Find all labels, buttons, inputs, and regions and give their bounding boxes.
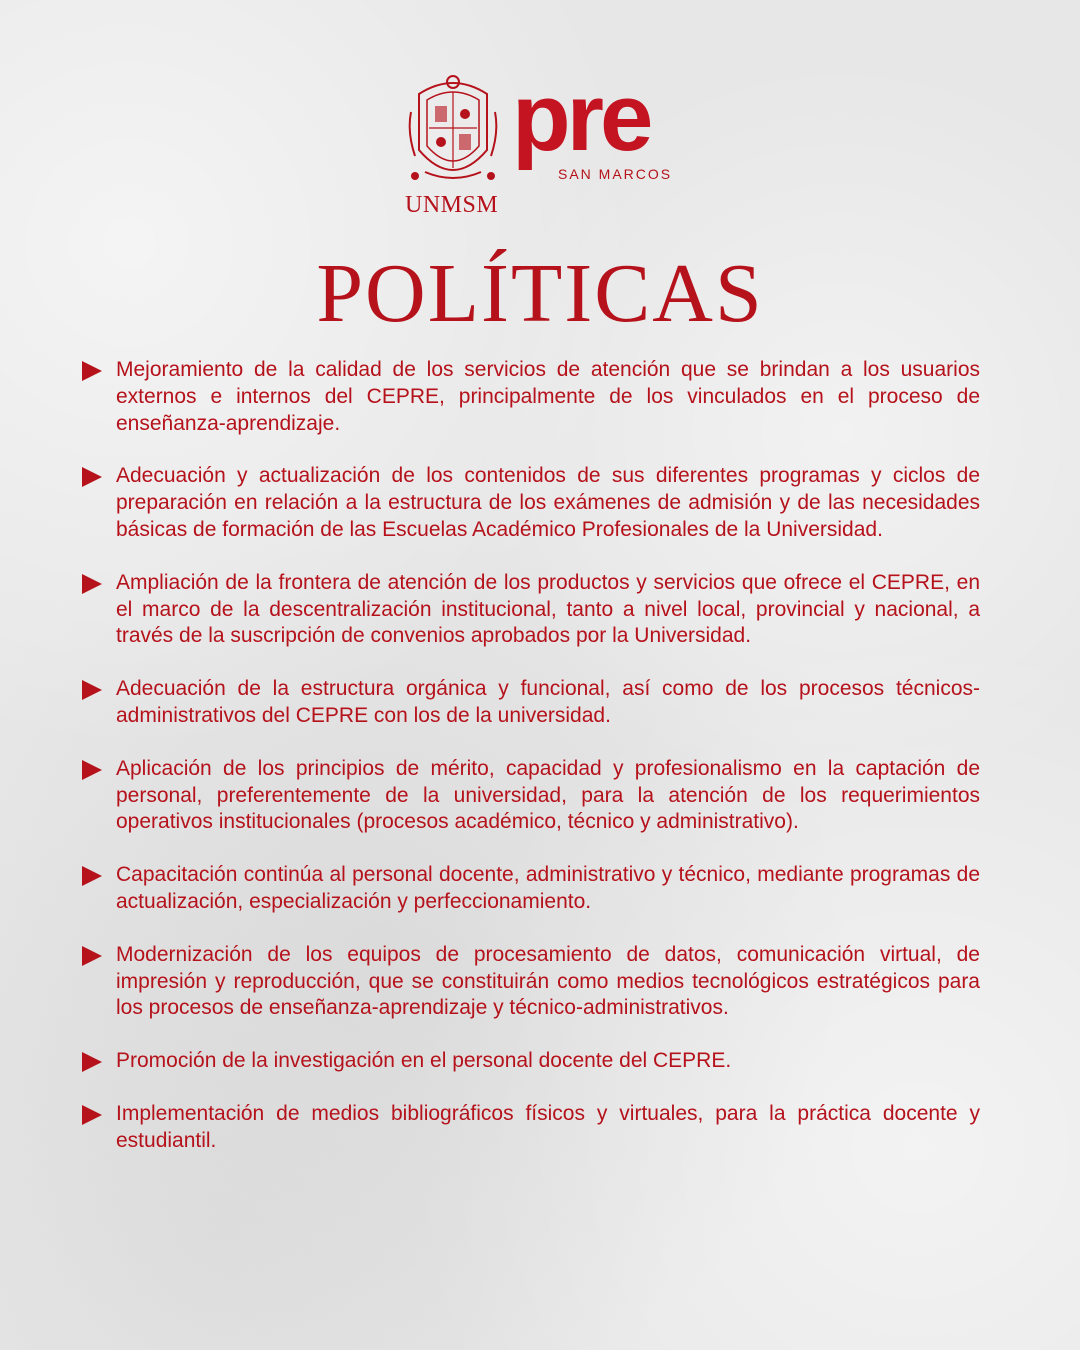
list-item-text: Ampliación de la frontera de atención de los productos y servicios que ofrece el CEPRE, en el marco de la descentralización institucional, tanto a nivel local, provincial y nacional, a través de la suscripción de convenios aprobados por la Universidad.	[116, 570, 980, 648]
list-item-text: Promoción de la investigación en el personal docente del CEPRE.	[116, 1049, 732, 1073]
list-item-text: Capacitación continúa al personal docente, administrativo y técnico, mediante programas de actualización, especialización y perfeccionamiento.	[116, 863, 980, 913]
play-arrow-icon	[82, 866, 102, 886]
play-arrow-icon	[82, 760, 102, 780]
policies-list	[80, 357, 980, 1181]
list-item	[80, 463, 980, 543]
play-arrow-icon	[82, 1052, 102, 1072]
list-item	[80, 1048, 980, 1075]
list-item-text: Adecuación y actualización de los contenidos de sus diferentes programas y ciclos de preparación en relación a la estructura de los exámenes de admisión y de las necesidades básicas de formación de las Escuelas Académico Profesionales de la Universidad.	[116, 464, 980, 541]
list-item	[80, 357, 980, 437]
list-item	[80, 570, 980, 650]
unmsm-label: UNMSM	[405, 192, 499, 218]
play-arrow-icon	[82, 1105, 102, 1125]
list-item	[80, 1101, 980, 1155]
play-arrow-icon	[82, 361, 102, 381]
play-arrow-icon	[82, 946, 102, 966]
list-item	[80, 756, 980, 836]
play-arrow-icon	[82, 574, 102, 594]
pre-logo-word: pre	[512, 64, 650, 171]
list-item-text: Implementación de medios bibliográficos físicos y virtuales, para la práctica docente y estudiantil.	[116, 1101, 980, 1152]
list-item	[80, 942, 980, 1022]
list-item-text: Mejoramiento de la calidad de los servicios de atención que se brindan a los usuarios externos e internos del CEPRE, principalmente de los vinculados en el proceso de enseñanza-aprendizaje.	[116, 358, 980, 435]
unmsm-seal-icon	[405, 72, 501, 192]
list-item	[80, 862, 980, 916]
list-item-text: Adecuación de la estructura orgánica y funcional, así como de los procesos técnicos-administrativos del CEPRE con los de la universidad.	[116, 677, 980, 727]
list-item-text: Aplicación de los principios de mérito, capacidad y profesionalismo en la captación de personal, preferentemente de la universidad, para la atención de los requerimientos operativos institucionales (procesos académico, técnico y administrativo).	[116, 756, 980, 834]
page-title: POLÍTICAS	[316, 247, 764, 340]
pre-logo-subtitle: SAN MARCOS	[558, 166, 673, 182]
play-arrow-icon	[82, 467, 102, 487]
play-arrow-icon	[82, 680, 102, 700]
list-item-text: Modernización de los equipos de procesamiento de datos, comunicación virtual, de impresión y reproducción, que se constituirán como medios tecnológicos estratégicos para los procesos de enseñanza-aprendizaje y técnico-administrativos.	[116, 942, 980, 1020]
list-item	[80, 676, 980, 730]
